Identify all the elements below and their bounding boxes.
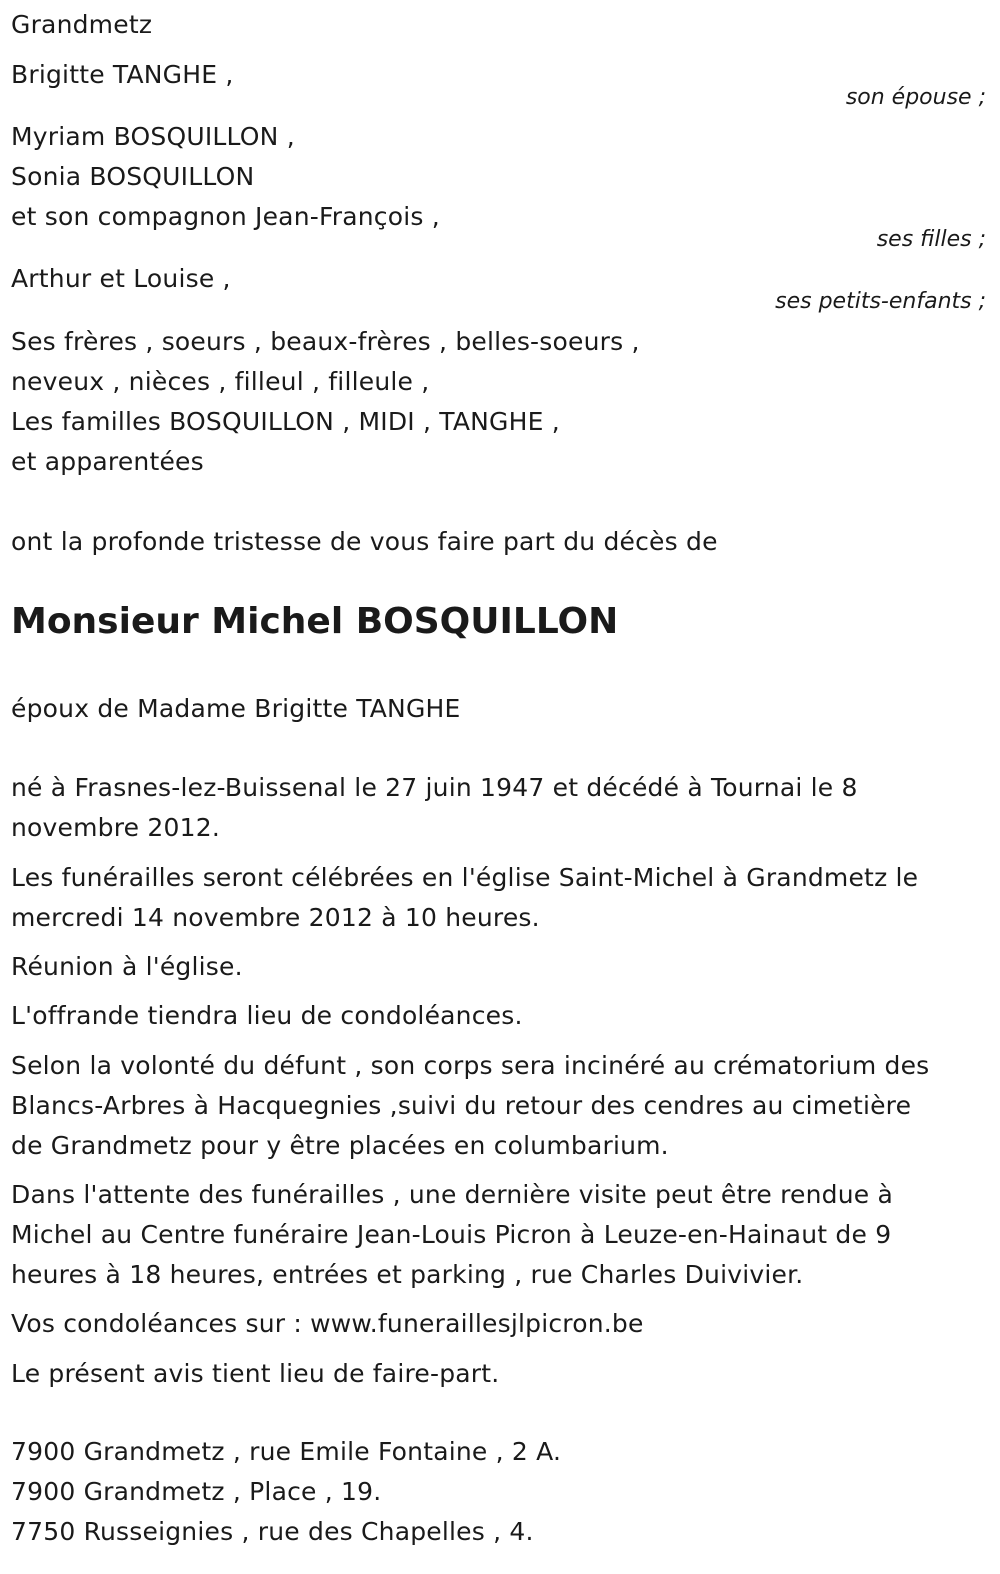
daughter-line-1: Myriam BOSQUILLON , bbox=[11, 122, 295, 151]
cremation-line-3: de Grandmetz pour y être placées en columbarium. bbox=[11, 1131, 669, 1160]
daughters-relation: ses filles ; bbox=[876, 227, 986, 252]
visit-line-2: Michel au Centre funéraire Jean-Louis Picron à Leuze-en-Hainaut de 9 bbox=[11, 1220, 892, 1249]
address-line-2: 7900 Grandmetz , Place , 19. bbox=[11, 1477, 382, 1506]
visit-line-3: heures à 18 heures, entrées et parking , rue Charles Duivivier. bbox=[11, 1260, 804, 1289]
others-line-2: neveux , nièces , filleul , filleule , bbox=[11, 367, 430, 396]
announcement-text: ont la profonde tristesse de vous faire part du décès de bbox=[11, 527, 718, 556]
birth-death-line-1: né à Frasnes-lez-Buissenal le 27 juin 1947 et décédé à Tournai le 8 bbox=[11, 773, 858, 802]
deceased-name: Monsieur Michel BOSQUILLON bbox=[11, 601, 619, 642]
condolences-text: Vos condoléances sur : www.funeraillesjlpicron.be bbox=[11, 1309, 644, 1338]
town-heading: Grandmetz bbox=[11, 10, 153, 39]
visit-line-1: Dans l'attente des funérailles , une dernière visite peut être rendue à bbox=[11, 1180, 894, 1209]
spouse-relation: son épouse ; bbox=[845, 85, 986, 110]
daughter-line-3: et son compagnon Jean-François , bbox=[11, 202, 440, 231]
others-line-4: et apparentées bbox=[11, 447, 204, 476]
address-line-3: 7750 Russeignies , rue des Chapelles , 4. bbox=[11, 1517, 534, 1546]
spouse-name: Brigitte TANGHE , bbox=[11, 60, 234, 89]
cremation-line-2: Blancs-Arbres à Hacquegnies ,suivi du retour des cendres au cimetière bbox=[11, 1091, 912, 1120]
others-line-1: Ses frères , soeurs , beaux-frères , belles-soeurs , bbox=[11, 327, 640, 356]
notice-text: Le présent avis tient lieu de faire-part. bbox=[11, 1359, 500, 1388]
funeral-line-1: Les funérailles seront célébrées en l'église Saint-Michel à Grandmetz le bbox=[11, 863, 919, 892]
address-line-1: 7900 Grandmetz , rue Emile Fontaine , 2 A. bbox=[11, 1437, 562, 1466]
spouse-of-text: époux de Madame Brigitte TANGHE bbox=[11, 694, 461, 723]
cremation-line-1: Selon la volonté du défunt , son corps sera incinéré au crématorium des bbox=[11, 1051, 930, 1080]
daughter-line-2: Sonia BOSQUILLON bbox=[11, 162, 255, 191]
offering-text: L'offrande tiendra lieu de condoléances. bbox=[11, 1001, 523, 1030]
meeting-text: Réunion à l'église. bbox=[11, 952, 243, 981]
birth-death-line-2: novembre 2012. bbox=[11, 813, 220, 842]
grandchildren-names: Arthur et Louise , bbox=[11, 264, 231, 293]
grandchildren-relation: ses petits-enfants ; bbox=[775, 289, 986, 314]
funeral-line-2: mercredi 14 novembre 2012 à 10 heures. bbox=[11, 903, 540, 932]
others-line-3: Les familles BOSQUILLON , MIDI , TANGHE , bbox=[11, 407, 560, 436]
